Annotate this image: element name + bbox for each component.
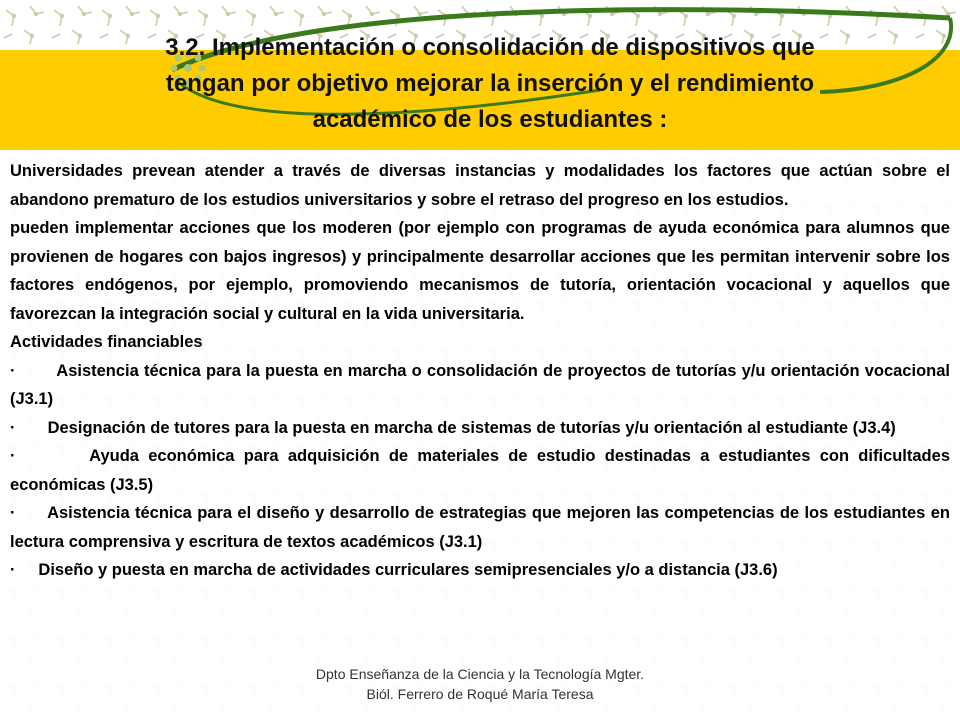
slide-body <box>10 157 950 585</box>
bullet-marker: · <box>10 418 16 437</box>
bullet-item <box>10 357 950 414</box>
bullet-text: Asistencia técnica para el diseño y desarrollo de estrategias que mejoren las competencias de los estudiantes en lectura comprensiva y escritura de textos académicos (J3.1) <box>10 504 950 551</box>
bullet-text: Ayuda económica para adquisición de materiales de estudio destinadas a estudiantes con dificultades económicas (J3.5) <box>10 447 950 494</box>
footer-credit: Dpto Enseñanza de la Ciencia y la Tecnología Mgter. Biól. Ferrero de Roqué María Teresa <box>315 666 645 702</box>
slide-title: 3.2. Implementación o consolidación de dispositivos que tengan por objetivo mejorar la inserción y el rendimiento académico de los estudiantes : <box>165 34 815 133</box>
bullet-item <box>10 499 950 556</box>
bullet-marker: · <box>10 504 16 522</box>
paragraph-2: pueden implementar acciones que los moderen (por ejemplo con programas de ayuda económica para alumnos que provienen de hogares con bajos ingresos) y principalmente desarrollar acciones que les permitan intervenir sobre los factores endógenos, por ejemplo, promoviendo mecanismos de tutoría, orientación vocacional y aquellos que favorezcan la integración social y cultural en la vida universitaria. <box>10 219 950 323</box>
bullet-item <box>10 442 950 499</box>
bullet-item <box>10 414 950 443</box>
bullet-marker: · <box>10 561 16 579</box>
bullet-text: Diseño y puesta en marcha de actividades curriculares semipresenciales y/o a distancia (J3.6) <box>38 561 778 579</box>
bullet-marker: · <box>10 447 16 465</box>
bullet-text: Designación de tutores para la puesta en marcha de sistemas de tutorías y/u orientación al estudiante (J3.4) <box>47 418 896 437</box>
bullet-marker: · <box>10 361 16 380</box>
paragraph-1: Universidades prevean atender a través de diversas instancias y modalidades los factores que actúan sobre el abandono prematuro de los estudios universitarios y sobre el retraso del progreso en los estudios. <box>10 162 950 209</box>
bullet-text: Asistencia técnica para la puesta en marcha o consolidación de proyectos de tutorías y/u orientación vocacional (J3.1) <box>10 361 950 408</box>
bullet-item <box>10 556 950 585</box>
section-heading: Actividades financiables <box>10 333 203 351</box>
